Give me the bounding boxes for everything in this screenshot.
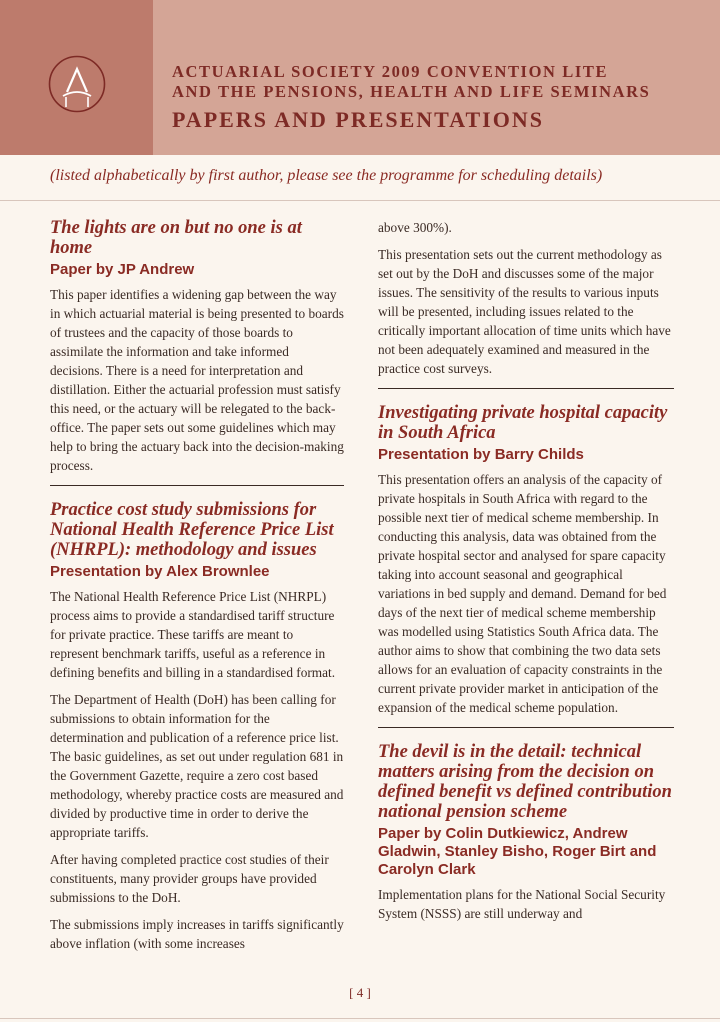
page-title: PAPERS AND PRESENTATIONS: [172, 107, 544, 132]
article-childs: [378, 403, 674, 717]
article-paragraph: The National Health Reference Price List (NHRPL) process aims to provide a standardised tariff structure for private practice. These tariffs are meant to represent benchmark tariffs, useful as a reference in defining benefits and billing in a standardised format.: [50, 589, 336, 680]
header-line-2: AND THE PENSIONS, HEALTH AND LIFE SEMINARS: [172, 82, 651, 101]
divider: [0, 1018, 720, 1019]
divider: [0, 200, 720, 201]
header-banner: [0, 0, 720, 155]
actuarial-society-logo-icon: [48, 55, 106, 113]
section-divider: [378, 388, 674, 389]
article-dutkiewicz: [378, 742, 674, 923]
article-paragraph: The submissions imply increases in tariffs significantly above inflation (with some increases: [50, 917, 344, 951]
left-column: [50, 218, 344, 961]
article-paragraph: This presentation sets out the current methodology as set out by the DoH and discusses some of the major issues. The sensitivity of the results to various inputs will be presented, including issues related to the critically important allocation of time units which have not been adequately examined and measured in the practice cost surveys.: [378, 247, 671, 376]
section-divider: [378, 727, 674, 728]
article-paragraph: Implementation plans for the National Social Security System (NSSS) are still underway and: [378, 887, 666, 921]
article-paragraph: After having completed practice cost studies of their constituents, many provider groups have provided submissions to the DoH.: [50, 852, 329, 905]
page-number: [ 4 ]: [349, 985, 371, 1000]
article-brownlee: [50, 500, 344, 953]
header-line-1: ACTUARIAL SOCIETY 2009 CONVENTION LITE: [172, 62, 609, 81]
article-title: Investigating private hospital capacity in South Africa: [378, 403, 668, 443]
article-paragraph: This paper identifies a widening gap between the way in which actuarial material is being presented to boards of trustees and the capacity of those boards to assimilate the information and take informed decisions. There is a need for interpretation and distillation. Either the actuarial profession must satisfy this need, or the actuary will be relegated to the back-office. The paper sets out some guidelines which may help to bring the actuary back into the decision-making process.: [50, 287, 344, 473]
header-left-panel: [0, 0, 153, 155]
article-author: Paper by JP Andrew: [50, 261, 195, 278]
article-title: The lights are on but no one is at home: [50, 218, 302, 258]
article-title: The devil is in the detail: technical matters arising from the decision on defined benefit vs defined contribution national pension scheme: [378, 742, 672, 822]
subtitle: (listed alphabetically by first author, please see the programme for scheduling details): [50, 167, 603, 184]
article-paragraph: above 300%).: [378, 220, 452, 235]
article-paragraph: The Department of Health (DoH) has been calling for submissions to obtain information for the determination and publication of a reference price list. The basic guidelines, as set out under regulation 681 in the Government Gazette, require a zero cost based methodology, whereby practice costs are measured and divided by productive time in order to derive the appropriate tariffs.: [50, 692, 344, 840]
article-author: Presentation by Alex Brownlee: [50, 563, 270, 580]
article-andrew: [50, 218, 344, 475]
article-title: Practice cost study submissions for National Health Reference Price List (NHRPL): methodology and issues: [50, 500, 334, 560]
article-author: Paper by Colin Dutkiewicz, Andrew Gladwin, Stanley Bisho, Roger Birt and Carolyn Clark: [378, 825, 657, 878]
right-column: [378, 218, 674, 931]
article-author: Presentation by Barry Childs: [378, 446, 584, 463]
section-divider: [50, 485, 344, 486]
article-paragraph: This presentation offers an analysis of the capacity of private hospitals in South Africa with regard to the possible next tier of medical scheme membership. In conducting this analysis, data was obtained from the private hospital sector and analysed for spare capacity taking into account seasonal and geographical variations in bed supply and demand. Demand for bed days of the next tier of medical scheme membership was modelled using Statistics South Africa data. The author aims to show that combining the two data sets allows for an evaluation of capacity constraints in the current private provider market in anticipation of the expansion of the medical scheme population.: [378, 472, 667, 715]
